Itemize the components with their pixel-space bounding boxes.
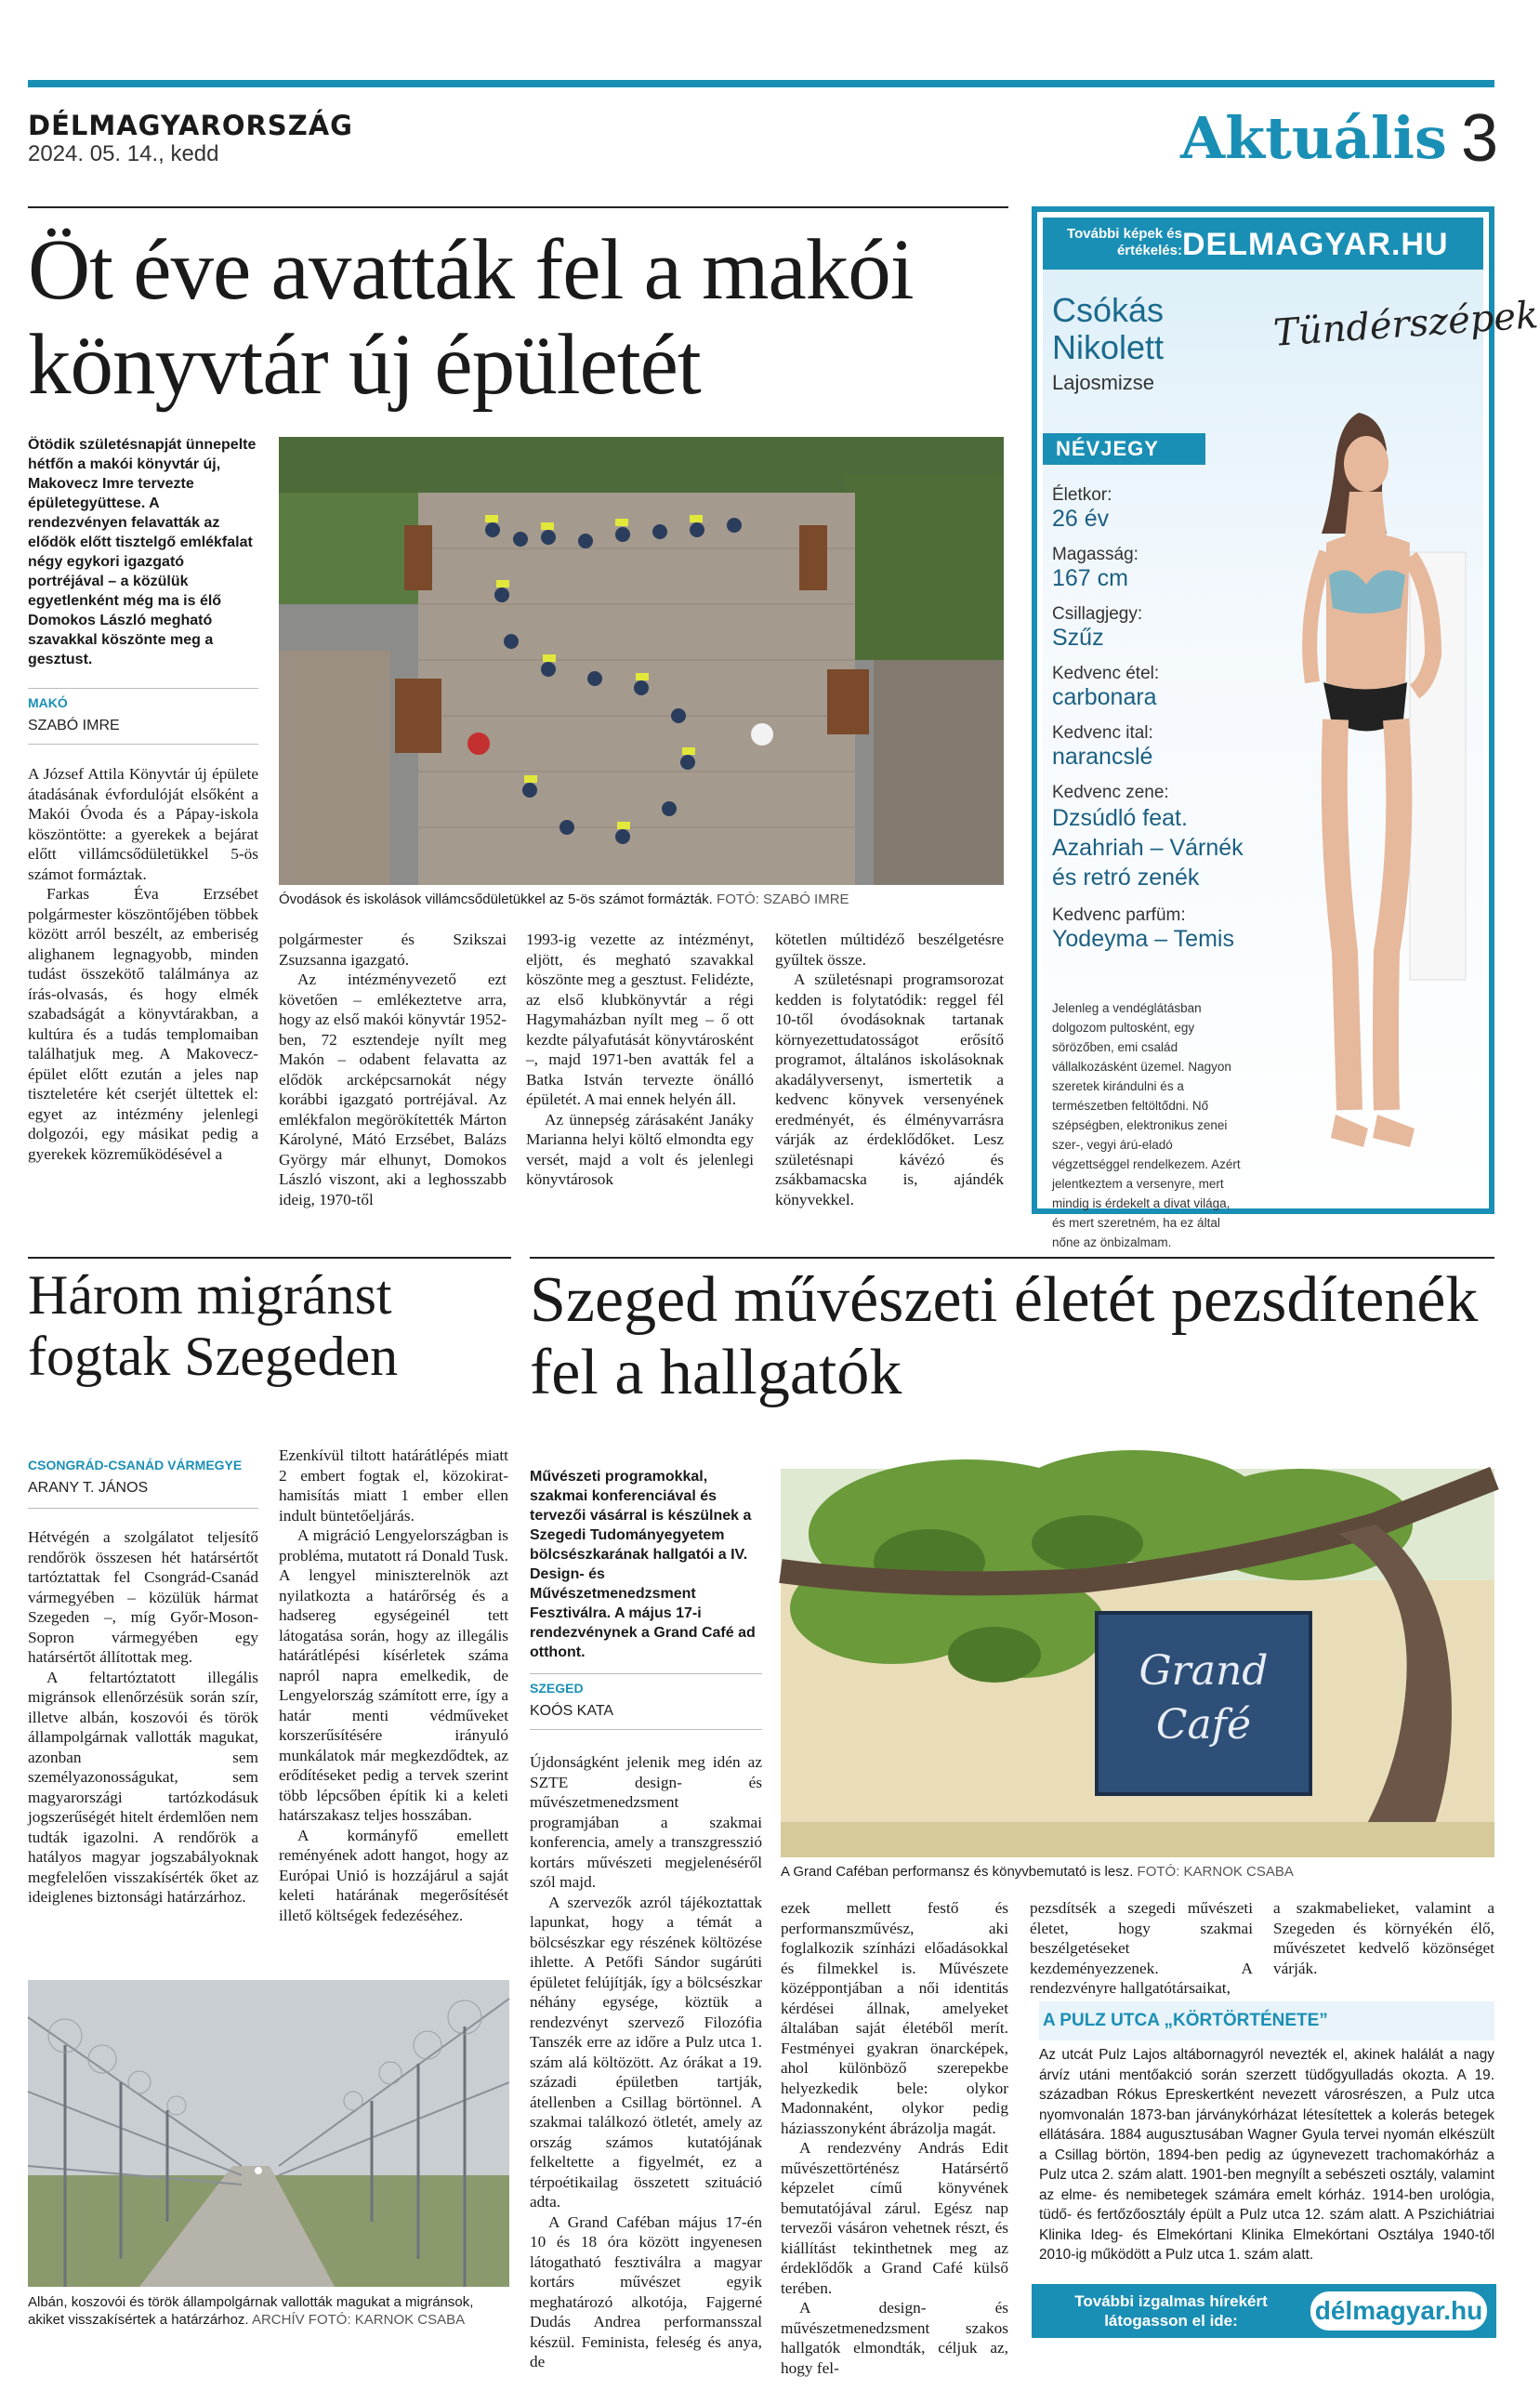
photo-caption: A Grand Caféban performansz és könyvbemutató is lesz. FOTÓ: KARNOK CSABA <box>781 1864 1294 1880</box>
divider <box>530 1673 762 1674</box>
article-rule <box>28 1257 511 1259</box>
divider <box>530 1729 762 1730</box>
byline: KOÓS KATA <box>530 1703 614 1719</box>
section-title: Aktuális <box>1180 104 1447 172</box>
photo-caption: Óvodások és iskolások villámcsődületükkel az 5-ös számot formázták. FOTÓ: SZABÓ IMRE <box>279 891 849 907</box>
pulz-street-box-text: Az utcát Pulz Lajos altábornagyról nevezték el, akinek halálát a nagy árvíz utáni mentőakció során szerzett tüdőgyulladás okozta. A 19. században Rókus Epreskertként nevezett városrészen, a Pulz utca nyomvonalán 1873-ban járványkórházat létesítettek a kolerás betegek ellátására. 1884 augusztusában Wagner Gyula tervei nyomán elkészült a Csillag börtön, 1894-ben pedig az úgynevezett trachomakórház a Pulz utca 2. szám alatt. 1901-ben megnyílt a sebészeti osztály, valamint az elme- és nemibetegek számára emelt kórház. 1914-ben urológia, tüdő- és fertőzőosztály épült a Pulz utca 12. szám alatt. A Pszichiátriai Klinika Ideg- és Elmekórtani Klinika Elmekórtani Osztálya 1940-től 2010-ig működött a Pulz utca 1. szám alatt. <box>1039 2047 1494 2263</box>
region-label: MAKÓ <box>28 695 68 710</box>
article-column: ezek mellett festő és performanszművész, aki foglalkozik színházi előadásokkal és filmekkel is. Művészete középpontjában a női identitás kérdései állnak, amelyeket általában saját életéből merít. Festményei gyakran önarcképek, ahol különböző szerepekbe helyezkedik bele: olykor Madonnaként, olykor pedig háziasszonyként ábrázolja magát. A rendezvény András Edit művészettörténész Határsértő képzelet című könyvének bemutatójával zárul. Egész nap tervezői vásáron vehetnek részt, és kiállítást tekinthetnek meg az érdeklődők a Grand Café külső terében. A design- és művészetmenedzsment szakos hallgatók elmondták, céljuk az, hogy fel- <box>781 1899 1008 2377</box>
delmagyar-logo[interactable]: délmagyar.hu <box>1310 2291 1487 2330</box>
fact-height: 167 cm <box>1052 565 1128 591</box>
lead-library: Ötödik születésnapját ünnepelte hétfőn a makói könyvtár új, Makovecz Imre tervezte épületegyüttese. A rendezvényen felavatták az elődök előtt tisztelgő emlékfalat négy egykori igazgató portréjával – a közülük egyetlenként még ma is élő Domokos László megható szavakkal köszönte meg a gesztust. <box>28 437 257 667</box>
promo-header: További képek és értékelés: DELMAGYAR.HU <box>1043 218 1483 270</box>
divider <box>28 688 258 689</box>
article-rule <box>28 206 1008 208</box>
article-column: kötetlen múltidéző beszélgetésre gyűltek össze. A születésnapi programsorozat kedden is folytatódik: reggel fél 10-től óvodásoknak tartanak környezettudatosságot erősítő programot, általános iskolásoknak akadályversenyt, ismertetik a kedvenc könyvek versenyének eredményét, és élményvarrásra várják az érdeklődőket. Lesz születésnapi kávézó és zsákbamacska is, ajándék könyvekkel. <box>775 931 1004 1208</box>
beauty-contest-promo: További képek és értékelés: DELMAGYAR.HU Csókás Nikolett Lajosmizse Tündérszépek NÉVJEGY Életkor: 26 év Magasság: 167 cm Csillagjegy: Szűz Kedvenc étel: carbonara Kedvenc ital: narancslé Kedvenc zene: Dzsúdló feat. Azahriah – Várnék és retró zenék Kedvenc parfüm: Yodeyma – Temis Jelenleg a vendéglátásban dolgozom pultosként, egy sörözőben, emi család vállalkozásként üzemel. Nagyon szeretek kirándulni és a természetben feltöltődni. Nő szépségben, elektronikus zenei szer-, vegyi árú-eladó végzettséggel rendelkezem. Azért jelentkeztem a versenyre, mert mindig is érdekelt a divat világa, és mert szeretném, ha ez által nőne az önbizalmam. <box>1032 206 1494 1214</box>
issue-date: 2024. 05. 14., kedd <box>28 141 219 166</box>
promo-brand[interactable]: DELMAGYAR.HU <box>1182 227 1449 262</box>
article-column: polgármester és Szikszai Zsuzsanna igazgató. Az intézményvezető ezt követően – emlékeztetve arra, hogy az első makói könyvtár 1952-ben, 72 esztendeje nyílt meg Makón – odabent felavatta az elődök arcképcsarnokát négy korábbi igazgató portréjával. Az emlékfalon megörökítették Márton Károlyné, Mátó Erzsébet, Balázs György már elhunyt, Domokos László viszont, aki a leghosszabb ideig, 1970-től <box>279 931 507 1208</box>
headline-migrants: Három migránst fogtak Szegeden <box>28 1264 399 1387</box>
nevjegy-label: NÉVJEGY <box>1043 433 1205 465</box>
divider <box>28 744 258 745</box>
masthead: DÉLMAGYARORSZÁG <box>28 110 353 141</box>
article-column: Hétvégén a szolgálatot teljesítő rendőrök összesen hét határsértőt tartóztattak fel Csongrád-Csanád vármegyében – közülük hármat Szegeden –, míg Győr-Moson-Sopron vármegyében egy határsértőt állítottak meg. A feltartóztatott illegális migránsok ellenőrzésük során szír, illetve albán, koszovói és török állampolgárnak vallották magukat, azonban sem személyazonosságukat, sem magyarországi tartózkodásuk jogszerűségét hitelt érdemlően nem tudták igazolni. A rendőrök a hatályos magyar jogszabályoknak megfelelően visszakísérték őket az ideiglenes biztonsági határzárhoz. <box>28 1528 258 1906</box>
photo-grand-cafe <box>781 1469 1494 1857</box>
byline: ARANY T. JÁNOS <box>28 1480 149 1496</box>
byline: SZABÓ IMRE <box>28 718 120 733</box>
headline-art-festival: Szeged művészeti életét pezsdítenék fel a hallgatók <box>530 1264 1479 1408</box>
article-column: A József Attila Könyvtár új épülete átadásának évfordulóját elsőként a Makói Óvoda és a Pápay-iskola köszöntötte: a gyerekek a bejárat előtt villámcsődületükkel 5-ös számot formáztak. Farkas Éva Erzsébet polgármester köszöntőjében többek között arról beszélt, az emberiség alighanem legnagyobb, minden tudást összekötő találmánya az írás-olvasás, és hogy elmék szabadságát a könyvtárakban, a kultúra és a tudás templomaiban találhatjuk meg. A Makovecz-épület előtt ezután a jeles nap tiszteletére két cserjét ültettek el: egyet az intézmény jelenlegi dolgozói, egy másikat pedig a gyerekek közreműködésével a <box>28 765 258 1163</box>
top-accent-bar <box>28 80 1494 87</box>
cafe-sign-line2: Café <box>1155 1701 1252 1749</box>
contestant-name: Csókás Nikolett <box>1052 291 1165 366</box>
fact-perfume: Yodeyma – Temis <box>1052 926 1234 952</box>
contestant-figure <box>1247 376 1489 1212</box>
lead-art-festival: Művészeti programokkal, szakmai konferenciával és tervezői vásárral is készülnek a Szegedi Tudományegyetem bölcsészkarának hallgatói a IV. Design- és Művészetmenedzsment Fesztiválra. A május 17-i rendezvénynek a Grand Café ad otthont. <box>530 1469 756 1660</box>
article-column: a szakmabelieket, valamint a Szegeden és környékén élő, művészetet kedvelő közönséget várják. <box>1273 1899 1494 1977</box>
pulz-street-box-title: A PULZ UTCA „KÖRTÖRTÉNETE” <box>1039 2001 1494 2040</box>
article-column: Ezenkívül tiltott határátlépés miatt 2 embert fogtak el, közokirat-hamisítás miatt 1 ember ellen indult büntetőeljárás. A migráció Lengyelországban is probléma, mutatott rá Donald Tusk. A lengyel miniszterelnök azt nyilatkozta a határőrség és a hadsereg egységeinél tett látogatása során, hogy az illegális határátlépési kísérletek száma napról napra emelkedik, de Lengyelország számított erre, így a határ menti védműveket korszerűsítésére irányuló munkálatok már megkezdődtek, az erődítéseket pedig a tervek szerint több lépcsőben építik ki a keleti határszakasz teljes hosszában. A kormányfő emellett reményének adott hangot, hogy az Európai Unió is hozzájárul a saját keleti határának megerősítését illető költségek fedezéséhez. <box>279 1446 508 1924</box>
article-column: 1993-ig vezette az intézményt, eljött, és megható szavakkal köszönte meg a gesztust. Felidézte, az első klubkönyvtár a régi Hagymaházban nyílt meg – ő ott kezdte pályafutását könyvtárosként –, majd 1971-ben avatták fel a Batka István tervezte önálló épületét. A mai ennek helyén áll. Az ünnepség zárásaként Janáky Marianna helyi költő elmondta egy versét, majd a volt és jelenlegi könyvtárosok <box>526 931 754 1188</box>
divider <box>28 1508 258 1509</box>
fact-music: Dzsúdló feat. Azahriah – Várnék és retró zenék <box>1052 805 1244 891</box>
page-number: 3 <box>1461 101 1499 176</box>
photo-children-number-five <box>279 437 1004 885</box>
article-rule <box>530 1257 1494 1259</box>
website-promo-banner[interactable]: További izgalmas hírekért látogasson el ide: délmagyar.hu <box>1032 2284 1496 2338</box>
contestant-bio: Jelenleg a vendéglátásban dolgozom pultosként, egy sörözőben, emi család vállalkozásként üzemel. Nagyon szeretek kirándulni és a természetben feltöltődni. Nő szépségben, elektronikus zenei szer-, vegyi árú-eladó végzettséggel rendelkezem. Azért jelentkeztem a versenyre, mert mindig is érdekelt a divat világa, és mert szeretném, ha ez által nőne az önbizalmam. <box>1052 1001 1241 1249</box>
cafe-sign-line1: Grand <box>1139 1647 1269 1695</box>
fact-drink: narancslé <box>1052 744 1153 770</box>
region-label: SZEGED <box>530 1681 584 1696</box>
fact-age: 26 év <box>1052 506 1110 532</box>
series-title: Tündérszépek <box>1271 294 1540 355</box>
photo-border-fence <box>28 1980 509 2287</box>
contestant-town: Lajosmizse <box>1052 371 1155 394</box>
article-column: Újdonságként jelenik meg idén az SZTE design- és művészetmenedzsment programjában a szakmai konferencia, amely a transzgresszió kortárs művészeti megjelenéséről szól majd. A szervezők azról tájékoztattak lapunkat, hogy a témát a bölcsészkar egy részének költözése ihlette. A Petőfi Sándor sugárúti épületet felújítják, így a bölcsészkar néhány egysége, köztük a rendezvényt szervező Filozófia Tanszék erre az időre a Pulz utca 1. szám alá költözött. Az órákat a 19. századi épületben tartják, átellenben a Csillag börtönnel. A szakmai találkozó ötletét, amely az ország számos kutatójának felkeltette a figyelmét, ez a térpoétikailag összetett szituáció adta. A Grand Caféban május 17-én 10 és 18 óra között ingyenesen látogatható fesztiválra a magyar kortárs művészet egyik meghatározó alkotója, Fajgerné Dudás Andrea performansszal készül. Feminista, feleség és anya, de <box>530 1753 762 2370</box>
photo-caption: Albán, koszovói és török állampolgárnak vallották magukat a migránsok, akiket visszakísértek a határzárhoz. ARCHÍV FOTÓ: KARNOK CSABA <box>28 2294 474 2328</box>
region-label: CSONGRÁD-CSANÁD VÁRMEGYE <box>28 1458 243 1472</box>
article-column: pezsdítsék a szegedi művészeti életet, hogy szakmai beszélgetéseket kezdeményezzenek. A rendezvényre hallgatótársaikat, <box>1030 1899 1253 1997</box>
fact-zodiac: Szűz <box>1052 625 1104 651</box>
fact-food: carbonara <box>1052 684 1157 710</box>
headline-library: Öt éve avatták fel a makói könyvtár új épületét <box>28 222 914 413</box>
